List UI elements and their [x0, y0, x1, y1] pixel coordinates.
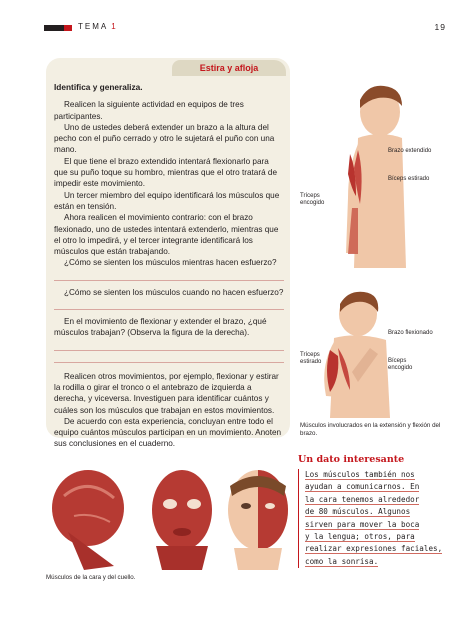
- answer-line-1[interactable]: [54, 271, 284, 281]
- tema-number: 1: [111, 22, 118, 31]
- fact-line: ayudan a comunicarnos. En: [305, 482, 420, 492]
- fact-title: Un dato interesante: [298, 454, 405, 465]
- fact-line: de 80 músculos. Algunos: [305, 507, 411, 517]
- head-front-muscles: [152, 470, 212, 570]
- question-1: ¿Cómo se sienten los músculos mientras hacen esfuerzo?: [64, 258, 277, 268]
- label-biceps-encogido: Bíceps encogido: [388, 358, 413, 371]
- activity-p6: Realicen otros movimientos, por ejemplo, flexionar y estirar la rodilla o girar el tronco o el antebrazo de izquierda a derecha, y viceversa. Investiguen para identificar cuántos y cuáles son los músculos que trabajan en estos movimientos.: [54, 371, 279, 415]
- fact-line: como la sonrisa.: [305, 556, 379, 566]
- answer-line-3[interactable]: [54, 341, 284, 351]
- activity-p7: De acuerdo con esta experiencia, concluyan entre todo el equipo cuántos músculos participan en un movimiento. Anoten sus conclusiones en el cuaderno.: [54, 416, 282, 449]
- face-muscles-illustration: [44, 466, 294, 572]
- question-2: ¿Cómo se sienten los músculos cuando no hacen esfuerzo?: [64, 287, 284, 297]
- page-number: 19: [434, 22, 446, 32]
- label-brazo-flexionado: Brazo flexionado: [388, 330, 433, 336]
- activity-content: [54, 82, 284, 450]
- activity-p2: Uno de ustedes deberá extender un brazo a la altura del pecho con el puño cerrado y otro le sujetará el puño con una mano.: [54, 122, 275, 155]
- tema-label: TEMA 1: [78, 22, 118, 31]
- fact-line: realizar expresiones faciales,: [305, 544, 443, 554]
- face-figure-caption: Músculos de la cara y del cuello.: [46, 574, 136, 581]
- fact-line: la cara tenemos alrededor: [305, 494, 420, 504]
- label-brazo-extendido: Brazo extendido: [388, 148, 432, 154]
- activity-p1: Realicen la siguiente actividad en equipos de tres participantes.: [54, 100, 244, 121]
- answer-line-4[interactable]: [54, 353, 284, 363]
- fact-line: sirven para mover la boca: [305, 519, 420, 529]
- activity-p3: El que tiene el brazo extendido intentará flexionarlo para que su puño toque su hombro, mientras que el otro tratará de impedir este movimiento.: [54, 156, 278, 189]
- label-biceps-estirado: Bíceps estirado: [388, 176, 430, 182]
- head-profile-muscles: [52, 470, 124, 570]
- label-triceps-estirado: Tríceps estirado: [300, 352, 322, 365]
- fact-body: [298, 469, 448, 568]
- activity-tab: Estira y afloja: [172, 60, 286, 76]
- fact-line: y la lengua; otros, para: [305, 532, 415, 542]
- activity-p5: Ahora realicen el movimiento contrario: con el brazo flexionado, uno de ustedes intentará extenderlo, mientras que el otro lo impedirá, y el tercer integrante identificará los músculos que están trabajando.: [54, 213, 279, 257]
- answer-line-2[interactable]: [54, 300, 284, 310]
- question-3: En el movimiento de flexionar y extender el brazo, ¿qué músculos trabajan? (Observa la figura de la derecha).: [54, 317, 267, 338]
- activity-p4: Un tercer miembro del equipo identificará los músculos que están en tensión.: [54, 190, 280, 211]
- fact-line: Los músculos también nos: [305, 470, 415, 479]
- header-bar-red: [64, 25, 72, 31]
- head-front-half-muscles: [228, 470, 288, 570]
- header-bar-black: [44, 25, 64, 31]
- arm-figure-caption: Músculos involucrados en la extensión y flexión del brazo.: [300, 422, 441, 437]
- label-triceps-encogido: Tríceps encogido: [300, 193, 325, 206]
- activity-title: Identifica y generaliza.: [54, 82, 143, 92]
- fact-box: [298, 454, 448, 568]
